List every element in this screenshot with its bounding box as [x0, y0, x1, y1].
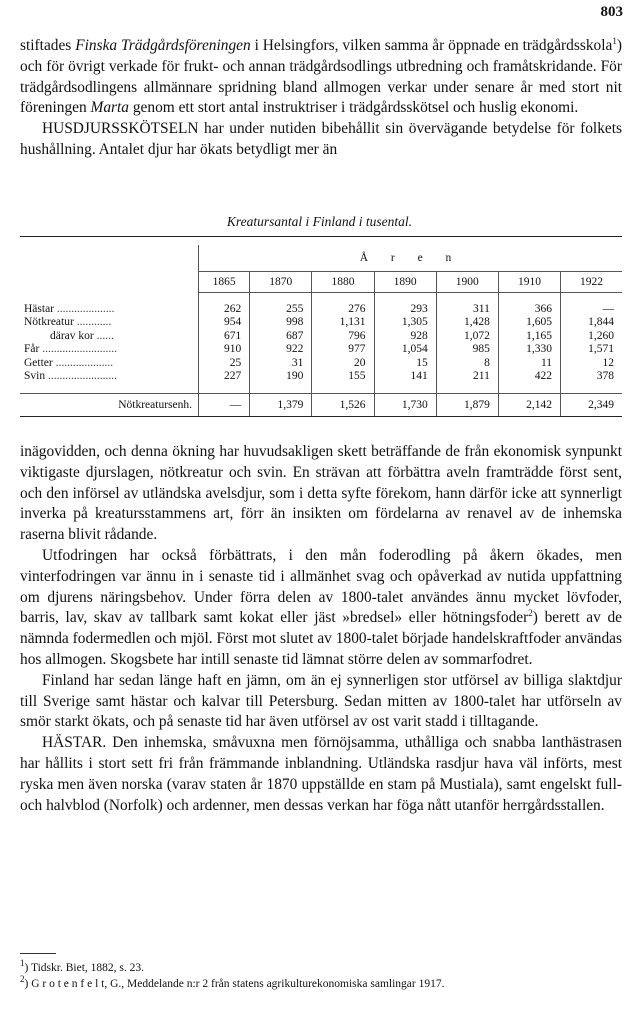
sum-cell: —	[199, 394, 250, 417]
livestock-table	[20, 236, 622, 417]
table-cell: 796	[312, 330, 374, 343]
leader-dots: ............	[73, 316, 112, 329]
table-cell: 1,605	[498, 316, 560, 329]
table-row	[20, 303, 622, 316]
section-heading-hastar: HÄSTAR.	[42, 734, 107, 752]
paragraph-husdjur	[20, 119, 622, 161]
row-label-text: Nötkreatur	[24, 316, 74, 329]
table-corner	[20, 245, 199, 293]
sum-label: Nötkreatursenh.	[20, 394, 199, 417]
table-cell: 422	[498, 370, 560, 383]
footnote-2	[20, 976, 622, 992]
table-cell: 255	[250, 303, 312, 316]
row-label	[20, 357, 199, 370]
year-header: 1870	[250, 272, 312, 293]
leader-dots: ........................	[45, 370, 117, 383]
table-row	[20, 370, 622, 383]
sum-cell: 1,879	[436, 394, 498, 417]
table-cell: 998	[250, 316, 312, 329]
years-header: Å r e n	[199, 245, 623, 272]
text-run: i Helsingfors, vilken samma år öppnade en trädgårdsskola	[250, 37, 613, 54]
sum-cell: 1,379	[250, 394, 312, 417]
row-label	[20, 316, 199, 329]
text-run: ) och för övrigt verkade för frukt- och annan trädgårdsodlings utbredning och framåtskridande. För trädgårdsodlingens allmännare spridning bland allmogen verkar under senare år med stort nit föreningen	[20, 37, 622, 117]
row-label	[20, 303, 199, 316]
paragraph-hastar	[20, 733, 622, 816]
text-block-upper	[20, 36, 622, 161]
text-run: Utfodringen har också förbättrats, i den mån foderodling på åkern ökades, men vinterfodringen var ännu in i senaste tid i allmänhet svag och opåverkad av nutida uppfattning om djurens näringsbehov. Under förra delen av 1800-talet användes ännu mycket lövfoder, barris, lav, skav av tallbark samt kokat eller jäst »bredsel» eller hötningsfoder	[20, 546, 622, 627]
paragraph-trädgård	[20, 36, 622, 119]
year-header: 1910	[498, 272, 560, 293]
table-cell: 985	[436, 343, 498, 356]
section-heading-husdjursskotseln: HUSDJURSSKÖTSELN	[42, 120, 199, 138]
footnote-text: ) G r o t e n f e l t, G., Meddelande n:r 2 från statens agrikulturekonomiska samlingar 1917.	[24, 978, 445, 990]
row-label	[20, 343, 199, 356]
footnote-rule	[20, 953, 56, 954]
table-cell: 1,072	[436, 330, 498, 343]
table-cell: 1,131	[312, 316, 374, 329]
text-run: genom ett stort antal instruktriser i trädgårdsskötsel och huslig ekonomi.	[129, 99, 579, 117]
table-cell: 1,054	[374, 343, 436, 356]
footnote-mark: 2	[20, 974, 25, 985]
table-cell: 25	[199, 357, 250, 370]
year-header: 1922	[561, 272, 622, 293]
text-run: stiftades	[20, 37, 76, 54]
leader-dots: ..........................	[39, 343, 117, 356]
table-cell: 928	[374, 330, 436, 343]
table-cell: 1,330	[498, 343, 560, 356]
table-cell: 15	[374, 357, 436, 370]
table-cell: 1,260	[561, 330, 622, 343]
table-row	[20, 343, 622, 356]
sum-cell: 2,349	[561, 394, 622, 417]
table-cell: 1,165	[498, 330, 560, 343]
text-block-lower	[20, 442, 622, 816]
row-label-text: Getter	[24, 356, 53, 369]
table-cell: 8	[436, 357, 498, 370]
table-cell: 276	[312, 303, 374, 316]
text-run: har under nutiden bibehållit sin övervägande betydelse för folkets hushållning. Antalet djur har ökats betydligt mer än	[20, 120, 622, 158]
text-run: ) berett av de nämnda fodermedlen och mjöl. Först mot slutet av 1800-talet började handelskraftfoder användas hos allmogen. Skogsbete har intill senaste tid lämnat större delen av sommarfodret.	[20, 609, 622, 668]
table-cell: 977	[312, 343, 374, 356]
table-cell: 1,844	[561, 316, 622, 329]
table-cell: 20	[312, 357, 374, 370]
table-caption: Kreatursantal i Finland i tusental.	[226, 214, 413, 229]
table-cell: 1,305	[374, 316, 436, 329]
table-cell: 141	[374, 370, 436, 383]
table-cell: 671	[199, 330, 250, 343]
year-header: 1890	[374, 272, 436, 293]
footnote-text: ) Tidskr. Biet, 1882, s. 23.	[24, 962, 144, 974]
table-cell: 366	[498, 303, 560, 316]
year-header: 1880	[312, 272, 374, 293]
table-cell: 1,571	[561, 343, 622, 356]
table-cell: 1,428	[436, 316, 498, 329]
table-row	[20, 330, 622, 343]
footnote-mark: 1	[20, 958, 25, 969]
paragraph-inagovidden: inägovidden, och denna ökning har huvudsakligen skett beträffande de från ekonomisk synpunkt viktigaste djurslagen, nötkreatur och svin. En strävan att förbättra aveln framträdde först sent, och den införsel av utländska avelsdjur, som i detta syfte förekom, hann därför icke att synnerligt inverka på kreatursstammens art, förr än insikten om fördelarna av renavel av de inhemska raserna blivit rådande.	[20, 443, 622, 544]
leader-dots: ....................	[54, 303, 115, 315]
sum-cell: 2,142	[498, 394, 560, 417]
footnote-ref-1: 1	[612, 35, 617, 46]
row-label-text: Hästar	[24, 303, 55, 315]
table-cell: 155	[312, 370, 374, 383]
row-label	[20, 330, 199, 343]
leader-dots: ......	[93, 329, 114, 342]
table-cell: 262	[199, 303, 250, 316]
year-header: 1865	[199, 272, 250, 293]
table-cell: 293	[374, 303, 436, 316]
row-label	[20, 370, 199, 383]
table-cell: —	[561, 303, 622, 316]
table-cell: 31	[250, 357, 312, 370]
sum-cell: 1,730	[374, 394, 436, 417]
footnote-ref-2: 2	[528, 608, 533, 619]
table-cell: 687	[250, 330, 312, 343]
footnotes	[20, 953, 622, 992]
footnote-1	[20, 960, 622, 976]
table-cell: 12	[561, 357, 622, 370]
table-cell: 311	[436, 303, 498, 316]
table-cell: 190	[250, 370, 312, 383]
table-cell: 378	[561, 370, 622, 383]
sum-cell: 1,526	[312, 394, 374, 417]
table-cell: 922	[250, 343, 312, 356]
paragraph-utfodringen	[20, 546, 622, 671]
page-number: 803	[600, 4, 623, 20]
society-name-marta: Marta	[90, 99, 129, 117]
table-row	[20, 357, 622, 370]
paragraph-export: Finland har sedan länge haft en jämn, om än ej synnerligen stor utförsel av billiga slaktdjur till Sverige samt hästar och kalvar till Petersburg. Sedan mitten av 1800-talet har utförseln av smör starkt ökats, och på senaste tid har även utförsel av ost varit stadd i tilltagande.	[20, 671, 622, 731]
row-label-text: därav kor	[50, 329, 94, 342]
table-cell: 227	[199, 370, 250, 383]
year-header: 1900	[436, 272, 498, 293]
table-cell: 954	[199, 316, 250, 329]
table-cell: 211	[436, 370, 498, 383]
table-cell: 11	[498, 357, 560, 370]
society-name: Finska Trädgårdsföreningen	[75, 37, 251, 54]
table-row	[20, 316, 622, 329]
row-label-text: Får	[24, 343, 40, 356]
leader-dots: ....................	[52, 356, 114, 369]
text-run: Den inhemska, småvuxna men förnöjsamma, uthålliga och snabba lanthästrasen har hållits i stort sett fri från främmande inblandning. Utländska rasdjur hava väl införts, mest ryska men även norska (varav staten år 1870 uppställde en stam på Mustiala), samt engelskt full- och halvblod (Norfolk) och ardenner, men dessas verkan har föga nått utanför herrgårdsstallen.	[20, 734, 622, 814]
row-label-text: Svin	[24, 370, 46, 383]
table-cell: 910	[199, 343, 250, 356]
